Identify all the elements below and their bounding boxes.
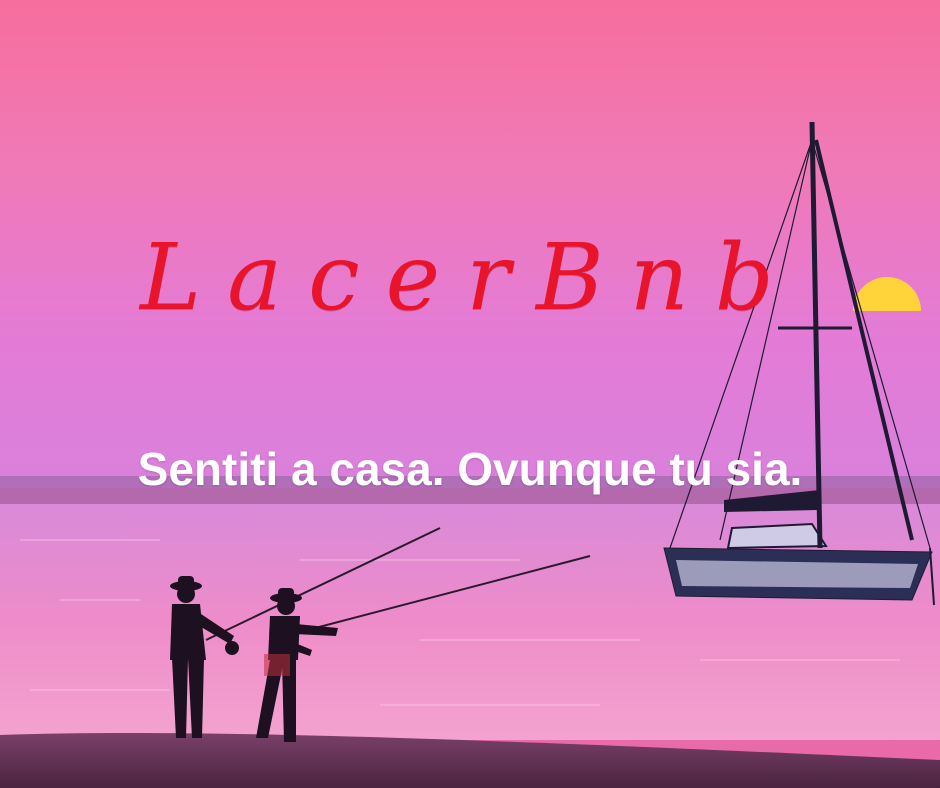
- brand-title: LacerBnb: [140, 224, 800, 331]
- tagline: Sentiti a casa. Ovunque tu sia.: [137, 443, 803, 495]
- beach: [0, 733, 940, 788]
- shorts: [264, 654, 290, 676]
